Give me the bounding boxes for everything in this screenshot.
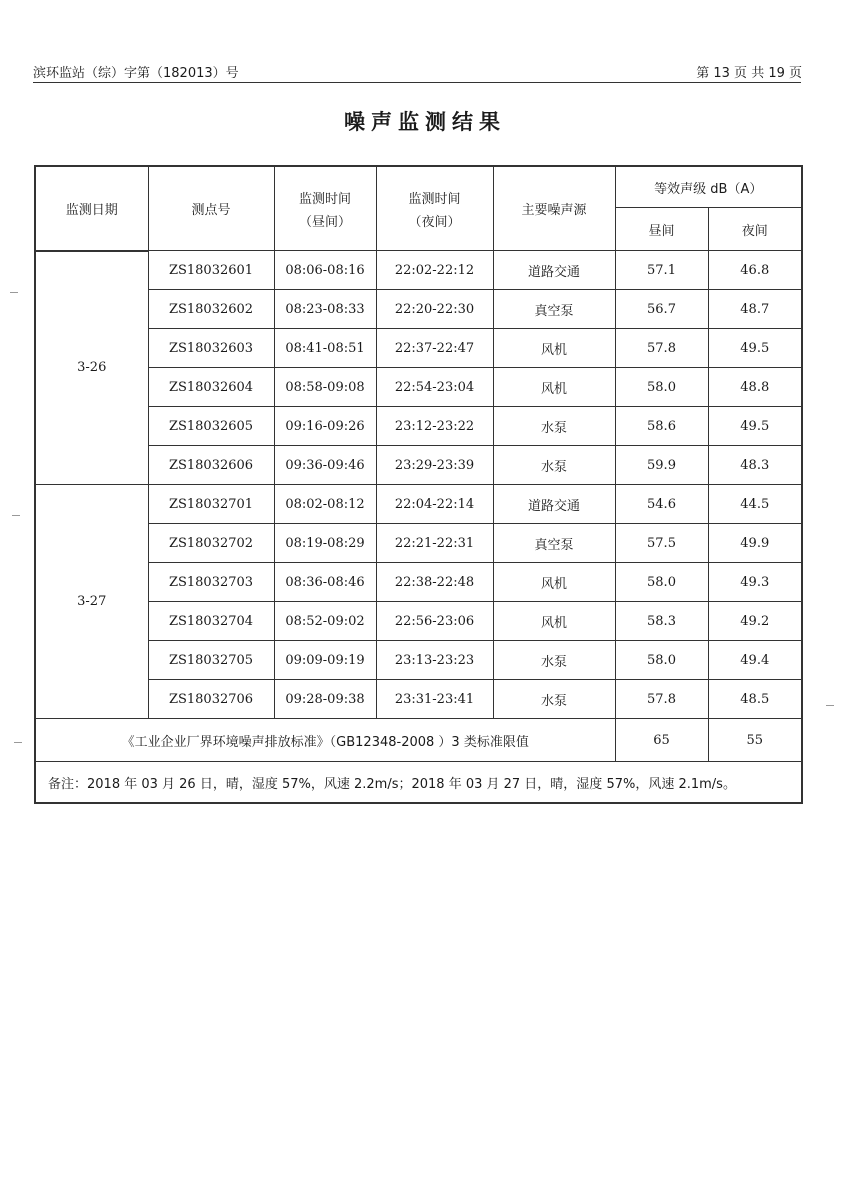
- header-night: 夜间: [708, 208, 802, 251]
- day-level-cell: 57.1: [615, 251, 708, 290]
- date-cell: 3-27: [35, 485, 148, 719]
- point-cell: ZS18032601: [148, 251, 274, 290]
- night-time-cell: 23:12-23:22: [376, 407, 493, 446]
- scan-mark: [12, 515, 20, 516]
- scan-mark: [14, 742, 22, 743]
- day-level-cell: 56.7: [615, 290, 708, 329]
- day-level-cell: 54.6: [615, 485, 708, 524]
- standard-row: [35, 719, 802, 762]
- report-number: 滨环监站（综）字第（182013）号: [33, 66, 239, 81]
- note-row: [35, 762, 802, 804]
- table-row: [35, 563, 802, 602]
- point-cell: ZS18032605: [148, 407, 274, 446]
- table-row: [35, 446, 802, 485]
- point-cell: ZS18032603: [148, 329, 274, 368]
- header-time-day-line1: 监测时间: [298, 191, 351, 207]
- day-time-cell: 08:58-09:08: [274, 368, 376, 407]
- day-level-cell: 58.3: [615, 602, 708, 641]
- table-row: [35, 485, 802, 524]
- day-level-cell: 58.0: [615, 368, 708, 407]
- table-row: [35, 290, 802, 329]
- day-time-cell: 08:02-08:12: [274, 485, 376, 524]
- source-cell: 风机: [493, 368, 615, 407]
- source-cell: 水泵: [493, 680, 615, 719]
- source-cell: 真空泵: [493, 290, 615, 329]
- night-time-cell: 22:04-22:14: [376, 485, 493, 524]
- table-row: [35, 641, 802, 680]
- night-time-cell: 22:38-22:48: [376, 563, 493, 602]
- header-time-night: [376, 166, 493, 251]
- night-level-cell: 48.7: [708, 290, 802, 329]
- night-time-cell: 23:13-23:23: [376, 641, 493, 680]
- table-row: [35, 368, 802, 407]
- page-indicator: 第 13 页 共 19 页: [696, 66, 802, 81]
- night-level-cell: 48.8: [708, 368, 802, 407]
- date-cell: 3-26: [35, 251, 148, 485]
- scan-mark: [826, 705, 834, 706]
- point-cell: ZS18032701: [148, 485, 274, 524]
- header-time-day: [274, 166, 376, 251]
- night-time-cell: 22:21-22:31: [376, 524, 493, 563]
- point-cell: ZS18032704: [148, 602, 274, 641]
- point-cell: ZS18032702: [148, 524, 274, 563]
- night-time-cell: 22:02-22:12: [376, 251, 493, 290]
- night-time-cell: 22:20-22:30: [376, 290, 493, 329]
- day-time-cell: 08:19-08:29: [274, 524, 376, 563]
- day-level-cell: 58.6: [615, 407, 708, 446]
- scan-mark: [10, 292, 18, 293]
- night-level-cell: 49.5: [708, 329, 802, 368]
- header-date: 监测日期: [35, 166, 148, 251]
- night-level-cell: 48.5: [708, 680, 802, 719]
- point-cell: ZS18032602: [148, 290, 274, 329]
- standard-label: 《工业企业厂界环境噪声排放标准》（GB12348-2008 ）3 类标准限值: [35, 719, 615, 762]
- day-level-cell: 57.8: [615, 680, 708, 719]
- day-time-cell: 08:06-08:16: [274, 251, 376, 290]
- source-cell: 风机: [493, 563, 615, 602]
- note-text: 备注：2018 年 03 月 26 日，晴，湿度 57%，风速 2.2m/s；2018 年 03 月 27 日，晴，湿度 57%，风速 2.1m/s。: [35, 762, 802, 804]
- table-row: [35, 407, 802, 446]
- night-level-cell: 44.5: [708, 485, 802, 524]
- header-level: 等效声级 dB（A）: [615, 166, 802, 208]
- night-level-cell: 49.9: [708, 524, 802, 563]
- night-time-cell: 22:56-23:06: [376, 602, 493, 641]
- night-level-cell: 49.5: [708, 407, 802, 446]
- point-cell: ZS18032706: [148, 680, 274, 719]
- night-level-cell: 48.3: [708, 446, 802, 485]
- day-time-cell: 08:36-08:46: [274, 563, 376, 602]
- table-row: [35, 251, 802, 290]
- day-level-cell: 58.0: [615, 641, 708, 680]
- source-cell: 真空泵: [493, 524, 615, 563]
- standard-night: 55: [708, 719, 802, 762]
- day-level-cell: 58.0: [615, 563, 708, 602]
- night-time-cell: 22:54-23:04: [376, 368, 493, 407]
- day-time-cell: 08:23-08:33: [274, 290, 376, 329]
- header-time-night-line2: （夜间）: [408, 214, 461, 230]
- source-cell: 风机: [493, 329, 615, 368]
- night-time-cell: 23:29-23:39: [376, 446, 493, 485]
- day-time-cell: 08:52-09:02: [274, 602, 376, 641]
- header-divider: [33, 82, 801, 83]
- source-cell: 风机: [493, 602, 615, 641]
- night-level-cell: 49.2: [708, 602, 802, 641]
- header-time-night-line1: 监测时间: [408, 191, 461, 207]
- night-time-cell: 23:31-23:41: [376, 680, 493, 719]
- source-cell: 水泵: [493, 407, 615, 446]
- header-source: 主要噪声源: [493, 166, 615, 251]
- day-time-cell: 08:41-08:51: [274, 329, 376, 368]
- table-row: [35, 602, 802, 641]
- night-level-cell: 46.8: [708, 251, 802, 290]
- day-level-cell: 57.8: [615, 329, 708, 368]
- night-time-cell: 22:37-22:47: [376, 329, 493, 368]
- day-time-cell: 09:28-09:38: [274, 680, 376, 719]
- point-cell: ZS18032606: [148, 446, 274, 485]
- source-cell: 道路交通: [493, 251, 615, 290]
- day-level-cell: 59.9: [615, 446, 708, 485]
- day-time-cell: 09:09-09:19: [274, 641, 376, 680]
- noise-results-table: [34, 165, 803, 804]
- page-title: 噪声监测结果: [344, 110, 506, 134]
- header-point: 测点号: [148, 166, 274, 251]
- night-level-cell: 49.3: [708, 563, 802, 602]
- point-cell: ZS18032705: [148, 641, 274, 680]
- source-cell: 水泵: [493, 641, 615, 680]
- point-cell: ZS18032604: [148, 368, 274, 407]
- point-cell: ZS18032703: [148, 563, 274, 602]
- table-row: [35, 329, 802, 368]
- day-time-cell: 09:16-09:26: [274, 407, 376, 446]
- source-cell: 道路交通: [493, 485, 615, 524]
- table-row: [35, 524, 802, 563]
- standard-day: 65: [615, 719, 708, 762]
- day-level-cell: 57.5: [615, 524, 708, 563]
- day-time-cell: 09:36-09:46: [274, 446, 376, 485]
- table-row: [35, 680, 802, 719]
- header-time-day-line2: （昼间）: [298, 214, 351, 230]
- night-level-cell: 49.4: [708, 641, 802, 680]
- source-cell: 水泵: [493, 446, 615, 485]
- header-day: 昼间: [615, 208, 708, 251]
